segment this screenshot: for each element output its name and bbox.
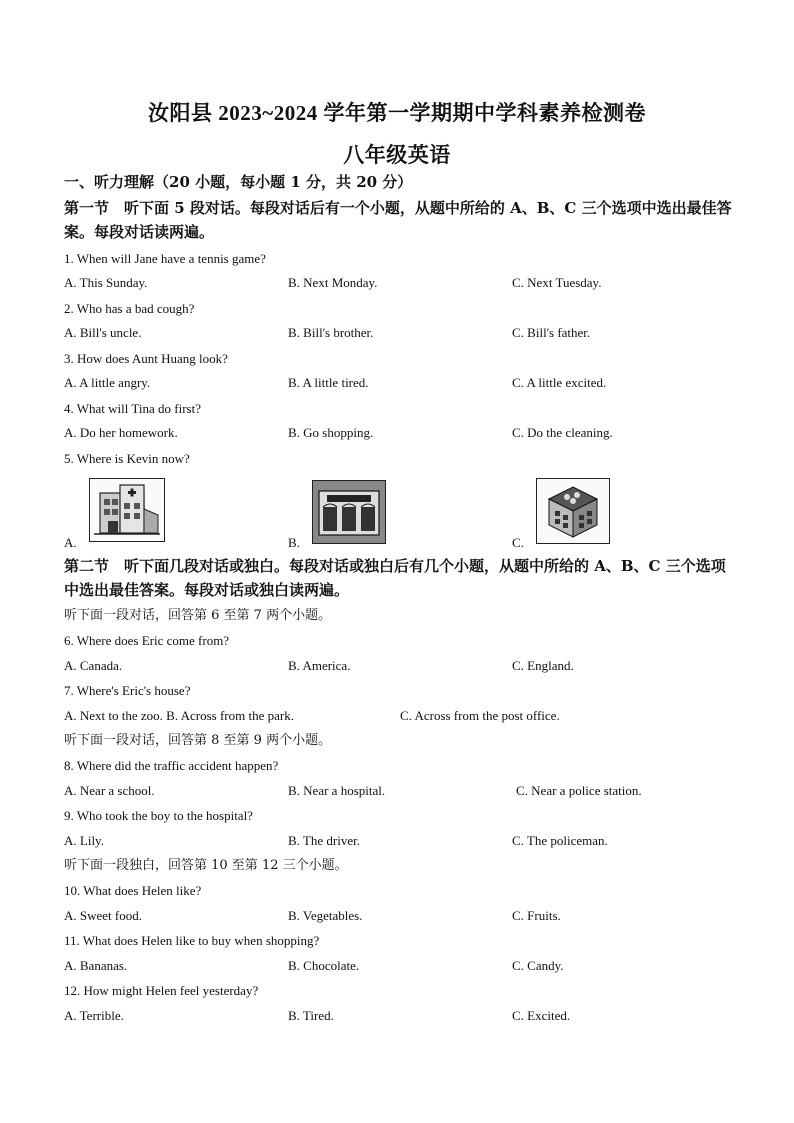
question-7: 7. Where's Eric's house? [64,683,191,698]
q6-option-a: A. Canada. [64,658,123,673]
q3-option-c: C. A little excited. [512,375,607,390]
q12-option-c: C. Excited. [512,1008,571,1023]
q5-option-b: B. [288,535,300,550]
section1-instruction: 第一节 听下面 5 段对话。每段对话后有一个小题，从题中所给的 A、B、C 三个选项中选出最佳答案。每段对话读两遍。 [64,199,732,241]
q3-option-a: A. A little angry. [64,375,151,390]
q2-option-c: C. Bill's father. [512,325,591,340]
exam-title: 汝阳县 2023~2024 学年第一学期期中学科素养检测卷 [148,101,646,125]
q4-option-a: A. Do her homework. [64,425,178,440]
question-3: 3. How does Aunt Huang look? [64,351,228,366]
q5-option-a: A. [64,535,77,550]
question-9: 9. Who took the boy to the hospital? [64,808,253,823]
exam-subtitle: 八年级英语 [343,143,451,167]
q2-option-a: A. Bill's uncle. [64,325,142,340]
question-1: 1. When will Jane have a tennis game? [64,251,266,266]
q5-option-c: C. [512,535,524,550]
q4-option-b: B. Go shopping. [288,425,374,440]
instruction-q8-9: 听下面一段对话，回答第 8 至第 9 两个小题。 [64,733,332,748]
q11-option-a: A. Bananas. [64,958,128,973]
q3-option-b: B. A little tired. [288,375,369,390]
q11-option-b: B. Chocolate. [288,958,360,973]
q4-option-c: C. Do the cleaning. [512,425,613,440]
q10-option-c: C. Fruits. [512,908,561,923]
instruction-q6-7: 听下面一段对话，回答第 6 至第 7 两个小题。 [64,608,332,623]
q8-option-a: A. Near a school. [64,783,155,798]
q10-option-b: B. Vegetables. [288,908,363,923]
question-8: 8. Where did the traffic accident happen? [64,758,279,773]
q9-option-a: A. Lily. [64,833,104,848]
q12-option-a: A. Terrible. [64,1008,124,1023]
section2-instruction: 第二节 听下面几段对话或独白。每段对话或独白后有几个小题，从题中所给的 A、B、C 三个选项中选出最佳答案。每段对话或独白读两遍。 [64,557,726,599]
q10-option-a: A. Sweet food. [64,908,142,923]
q6-option-c: C. England. [512,658,574,673]
question-12: 12. How might Helen feel yesterday? [64,983,259,998]
question-10: 10. What does Helen like? [64,883,202,898]
question-11: 11. What does Helen like to buy when shopping? [64,933,320,948]
q9-option-c: C. The policeman. [512,833,608,848]
q1-option-b: B. Next Monday. [288,275,378,290]
q7-option-c: C. Across from the post office. [400,708,560,723]
question-4: 4. What will Tina do first? [64,401,201,416]
q11-option-c: C. Candy. [512,958,564,973]
q8-option-b: B. Near a hospital. [288,783,386,798]
question-6: 6. Where does Eric come from? [64,633,230,648]
part1-heading: 一、听力理解（20 小题，每小题 1 分，共 20 分） [64,173,413,191]
storefront-icon [312,480,386,544]
block-building-icon [536,478,610,544]
question-5: 5. Where is Kevin now? [64,451,190,466]
q6-option-b: B. America. [288,658,351,673]
q1-option-a: A. This Sunday. [64,275,148,290]
question-2: 2. Who has a bad cough? [64,301,195,316]
instruction-q10-12: 听下面一段独白，回答第 10 至第 12 三个小题。 [64,858,348,873]
q7-option-a-b: A. Next to the zoo. B. Across from the park. [64,708,294,723]
q9-option-b: B. The driver. [288,833,360,848]
q12-option-b: B. Tired. [288,1008,334,1023]
q1-option-c: C. Next Tuesday. [512,275,602,290]
q2-option-b: B. Bill's brother. [288,325,374,340]
hospital-building-icon [89,478,165,542]
q8-option-c: C. Near a police station. [516,783,642,798]
